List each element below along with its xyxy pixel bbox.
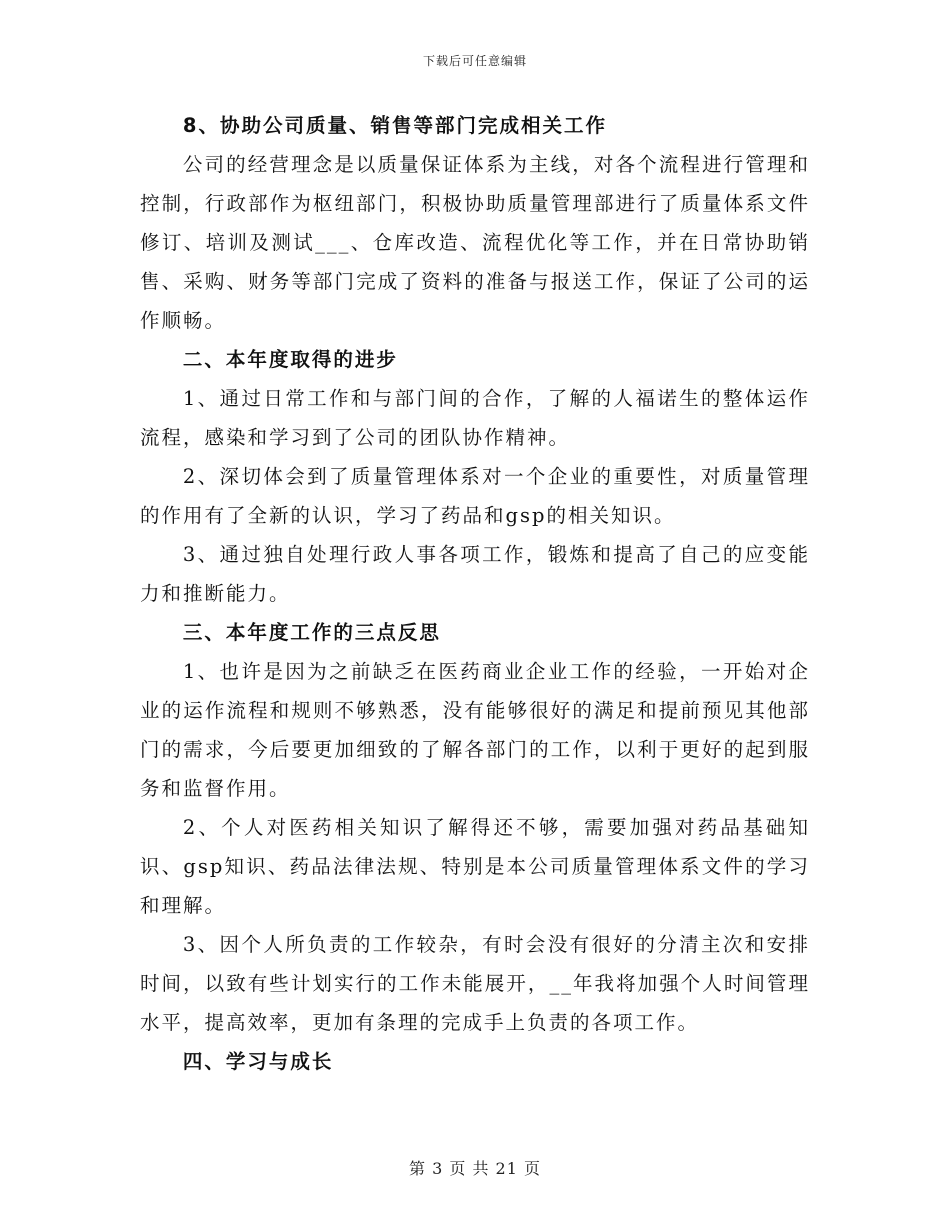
section-3-item-2: 2、个人对医药相关知识了解得还不够，需要加强对药品基础知识、gsp知识、药品法律法规、特别是本公司质量管理体系文件的学习和理解。 [140,816,810,917]
section-8-paragraph: 公司的经营理念是以质量保证体系为主线，对各个流程进行管理和控制，行政部作为枢纽部门，积极协助质量管理部进行了质量体系文件修订、培训及测试___、仓库改造、流程优化等工作，并在日常协助销售、采购、财务等部门完成了资料的准备与报送工作，保证了公司的运作顺畅。 [140,153,810,332]
section-8-heading: 8、协助公司质量、销售等部门完成相关工作 [182,114,607,137]
section-3-heading: 三、本年度工作的三点反思 [182,621,441,644]
section-3-item-3: 3、因个人所负责的工作较杂，有时会没有很好的分清主次和安排时间，以致有些计划实行的工作未能展开，__年我将加强个人时间管理水平，提高效率，更加有条理的完成手上负责的各项工作。 [140,933,810,1034]
section-2-item-1: 1、通过日常工作和与部门间的合作，了解的人福诺生的整体运作流程，感染和学习到了公司的团队协作精神。 [140,387,810,449]
section-2-item-3: 3、通过独自处理行政人事各项工作，锻炼和提高了自己的应变能力和推断能力。 [140,543,810,605]
document-body [140,106,810,1081]
section-2-item-2: 2、深切体会到了质量管理体系对一个企业的重要性，对质量管理的作用有了全新的认识，学习了药品和gsp的相关知识。 [140,465,810,527]
section-4-heading: 四、学习与成长 [182,1050,334,1073]
section-2-heading: 二、本年度取得的进步 [182,348,398,371]
page-header: 下载后可任意编辑 [422,54,527,68]
section-3-item-1: 1、也许是因为之前缺乏在医药商业企业工作的经验，一开始对企业的运作流程和规则不够熟悉，没有能够很好的满足和提前预见其他部门的需求，今后要更加细致的了解各部门的工作，以利于更好的起到服务和监督作用。 [140,660,810,800]
page-number-footer: 第 3 页 共 21 页 [409,1159,541,1178]
